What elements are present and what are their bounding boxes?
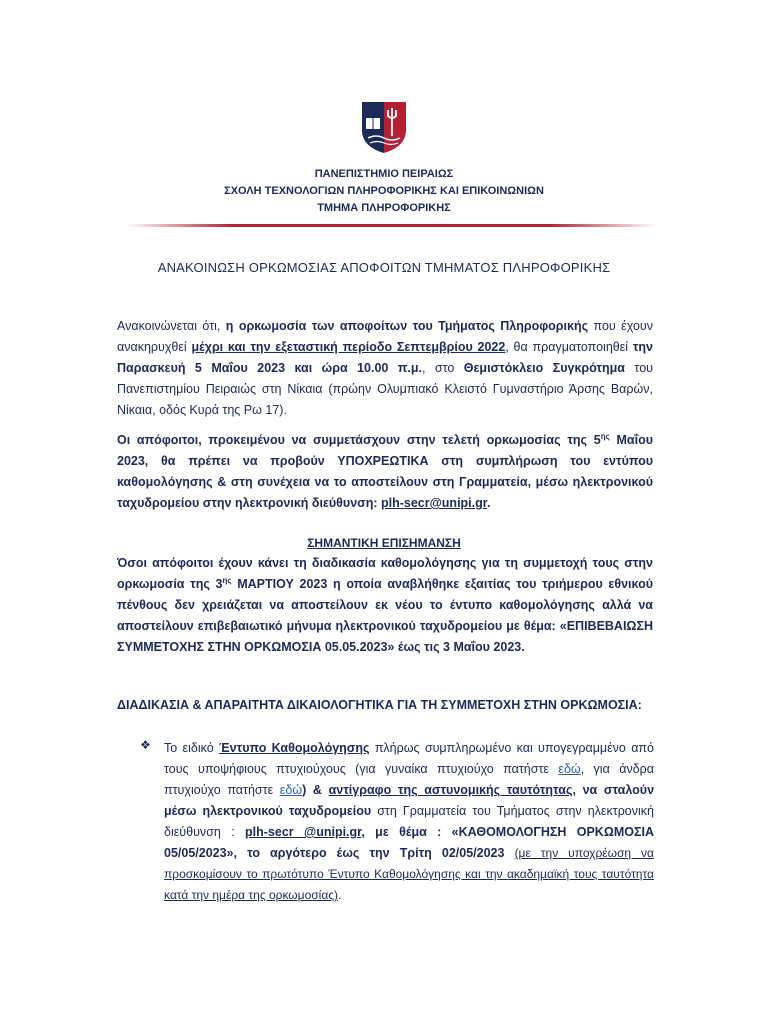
text-run: ΜΑΡΤΙΟΥ 2023 η οποία αναβλήθηκε εξαιτίας του τριήμερου εθνικού πένθους δεν χρειάζεται να αποστείλουν εκ νέου το έντυπο καθομολόγησης αλλά να αποστείλουν επιβεβαιωτικό μήνυμα ηλεκτρονικού ταχυδρομείου με θέμα: «ΕΠΙΒΕΒΑΙΩΣΗ ΣΥΜΜΕΤΟΧΗΣ ΣΤΗΝ ΟΡΚΩΜΟΣΙΑ 05.05.2023» έως τις 3 Μαΐου 2023. — [117, 577, 653, 654]
announcement-title: ΑΝΑΚΟΙΝΩΣΗ ΟΡΚΩΜΟΣΙΑΣ ΑΠΟΦΟΙΤΩΝ ΤΜΗΜΑΤΟΣ ΠΛΗΡΟΦΟΡΙΚΗΣ — [157, 260, 611, 275]
procedure-item-text — [164, 738, 654, 906]
text-run: Μαΐου 2023, θα πρέπει να προβούν ΥΠΟΧΡΕΩΤΙΚΑ στη συμπλήρωση του εντύπου καθομολόγησης & στη συνέχεια να το αποστείλουν στη Γραμματεία, μέσω ηλεκτρονικού ταχυδρομείου στην ηλεκτρονική διεύθυνση: — [117, 433, 653, 510]
department-name: ΤΜΗΜΑ ΠΛΗΡΟΦΟΡΙΚΗΣ — [317, 202, 451, 214]
announcement-paragraph — [117, 316, 653, 421]
text-run: . — [338, 888, 342, 902]
superscript: ης — [600, 431, 610, 441]
diamond-bullet-icon: ❖ — [140, 738, 151, 752]
ceremony-venue: Θεμιστόκλειο Συγκρότημα — [463, 361, 625, 375]
text-run: στη Γραμματεία του Τμήματος στην ηλεκτρονική διεύθυνση : — [164, 804, 654, 839]
text-run: , στο — [421, 361, 464, 375]
secretariat-email-link[interactable]: plh-secr@unipi.gr — [380, 496, 487, 510]
header-divider — [126, 224, 656, 227]
text-run: , να σταλούν μέσω ηλεκτρονικού ταχυδρομείου — [164, 783, 655, 818]
text-run: Όσοι απόφοιτοι έχουν κάνει τη διαδικασία καθομολόγησης για τη συμμετοχή τους στην ορκωμοσία της 3 — [117, 556, 653, 591]
procedure-heading: ΔΙΑΔΙΚΑΣΙΑ & ΑΠΑΡΑΙΤΗΤΑ ΔΙΚΑΙΟΛΟΓΗΤΙΚΑ ΓΙΑ ΤΗ ΣΥΜΜΕΤΟΧΗ ΣΤΗΝ ΟΡΚΩΜΟΣΙΑ: — [117, 698, 642, 712]
procedure-email-link[interactable]: plh-secr @unipi.gr — [245, 825, 362, 839]
ceremony-date: την Παρασκευή 5 Μαΐου 2023 και ώρα 10.00 π.μ. — [117, 340, 654, 375]
instructions-paragraph — [117, 430, 653, 514]
text-run: Ανακοινώνεται ότι, — [117, 319, 226, 333]
important-notice-heading: ΣΗΜΑΝΤΙΚΗ ΕΠΙΣΗΜΑΝΣΗ — [307, 536, 461, 550]
eligibility-period: μέχρι και την εξεταστική περίοδο Σεπτεμβρίου 2022 — [191, 340, 506, 354]
university-header — [0, 166, 768, 217]
original-documents-note: (με την υποχρέωση να προσκομίσουν το πρωτότυπο Έντυπο Καθομολόγησης και την ακαδημαϊκή τους ταυτότητα κατά την ημέρα της ορκωμοσίας) — [164, 846, 654, 902]
text-run: Οι απόφοιτοι, προκειμένου να συμμετάσχουν στην τελετή ορκωμοσίας της 5 — [117, 433, 601, 447]
male-form-link[interactable]: εδώ — [279, 783, 303, 797]
declaration-form-label: Έντυπο Καθομολόγησης — [219, 741, 370, 755]
deadline-text: , με θέμα : «ΚΑΘΟΜΟΛΟΓΗΣΗ ΟΡΚΩΜΟΣΙΑ 05/05/2023», το αργότερο έως την Τρίτη 02/05/2023 — [164, 825, 654, 860]
text-run: , θα πραγματοποιηθεί — [505, 340, 633, 354]
text-run: του Πανεπιστημίου Πειραιώς στη Νίκαια (πρώην Ολυμπιακό Κλειστό Γυμναστήριο Άρσης Βαρών, Νίκαια, οδός Κυρά της Ρω 17). — [117, 361, 653, 417]
female-form-link[interactable]: εδώ — [558, 762, 581, 776]
important-notice-paragraph — [117, 553, 653, 658]
text-run: πλήρως συμπληρωμένο και υπογεγραμμένο από τους υποψήφιους πτυχιούχους (για γυναίκα πτυχιούχο πατήστε — [164, 741, 654, 776]
ceremony-subject: η ορκωμοσία των αποφοίτων του Τμήματος Πληροφορικής — [225, 319, 589, 333]
school-name: ΣΧΟΛΗ ΤΕΧΝΟΛΟΓΙΩΝ ΠΛΗΡΟΦΟΡΙΚΗΣ ΚΑΙ ΕΠΙΚΟΙΝΩΝΙΩΝ — [224, 185, 544, 197]
id-copy-label: αντίγραφο της αστυνομικής ταυτότητας — [328, 783, 573, 797]
text-run: Το ειδικό — [164, 741, 220, 755]
text-run: που έχουν ανακηρυχθεί — [117, 319, 654, 354]
university-name: ΠΑΝΕΠΙΣΤΗΜΙΟ ΠΕΙΡΑΙΩΣ — [314, 168, 454, 180]
text-run: , για άνδρα πτυχιούχο πατήστε — [164, 762, 654, 797]
text-run: . — [486, 496, 491, 510]
university-crest-icon — [360, 100, 408, 154]
text-run: ) & — [302, 783, 329, 797]
text-run — [504, 846, 514, 860]
superscript: ης — [222, 575, 232, 585]
